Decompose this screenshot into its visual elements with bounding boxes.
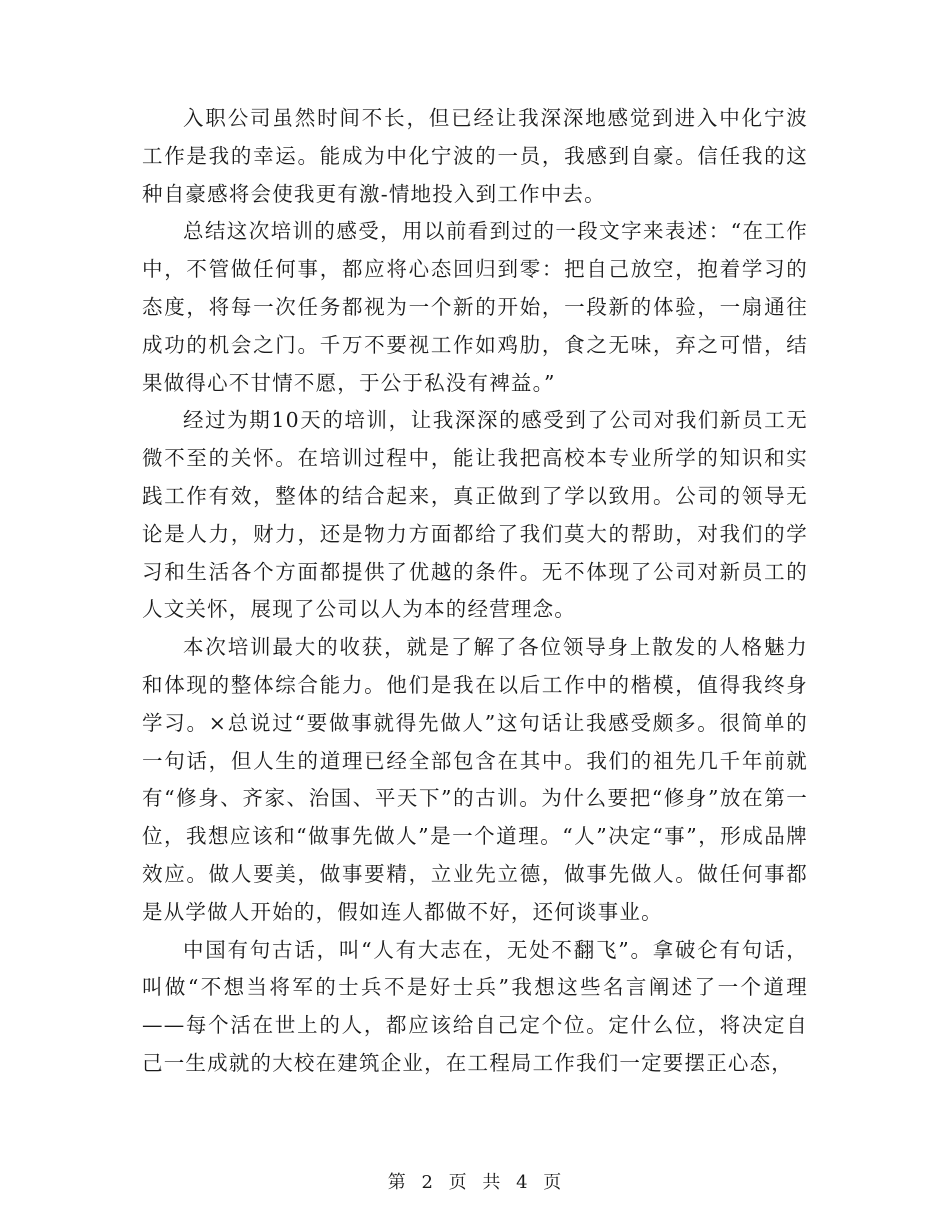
page-label-mid: 页	[448, 1172, 468, 1193]
total-page-number: 4	[516, 1172, 529, 1193]
document-body	[142, 100, 808, 1083]
page-label-prefix: 第	[387, 1172, 407, 1193]
page-footer	[0, 1168, 950, 1194]
paragraph-4: 本次培训最大的收获，就是了解了各位领导身上散发的人格魅力和体现的整体综合能力。他们是我在以后工作中的楷模，值得我终身学习。×总说过“要做事就得先做人”这句话让我感受颇多。很简单的一句话，但人生的道理已经全部包含在其中。我们的祖先几千年前就有“修身、齐家、治国、平天下”的古训。为什么要把“修身”放在第一位，我想应该和“做事先做人”是一个道理。“人”决定“事”，形成品牌效应。做人要美，做事要精，立业先立德，做事先做人。做任何事都是从学做人开始的，假如连人都做不好，还何谈事业。	[142, 635, 808, 924]
paragraph-3: 经过为期10天的培训，让我深深的感受到了公司对我们新员工无微不至的关怀。在培训过程中，能让我把高校本专业所学的知识和实践工作有效，整体的结合起来，真正做到了学以致用。公司的领导无论是人力，财力，还是物力方面都给了我们莫大的帮助，对我们的学习和生活各个方面都提供了优越的条件。无不体现了公司对新员工的人文关怀，展现了公司以人为本的经营理念。	[142, 408, 808, 622]
paragraph-2: 总结这次培训的感受，用以前看到过的一段文字来表述：“在工作中，不管做任何事，都应将心态回归到零：把自己放空，抱着学习的态度，将每一次任务都视为一个新的开始，一段新的体验，一扇通往成功的机会之门。千万不要视工作如鸡肋，食之无味，弃之可惜，结果做得心不甘情不愿，于公于私没有裨益。”	[142, 219, 808, 395]
total-label: 共	[482, 1172, 502, 1193]
current-page-number: 2	[421, 1172, 434, 1193]
paragraph-1: 入职公司虽然时间不长，但已经让我深深地感觉到进入中化宁波工作是我的幸运。能成为中化宁波的一员，我感到自豪。信任我的这种自豪感将会使我更有激-情地投入到工作中去。	[142, 106, 808, 206]
paragraph-5: 中国有句古话，叫“人有大志在，无处不翻飞”。拿破仑有句话，叫做“不想当将军的士兵不是好士兵”我想这些名言阐述了一个道理——每个活在世上的人，都应该给自己定个位。定什么位，将决定自己一生成就的大校在建筑企业，在工程局工作我们一定要摆正心态，	[142, 937, 808, 1075]
page-label-suffix: 页	[543, 1172, 563, 1193]
